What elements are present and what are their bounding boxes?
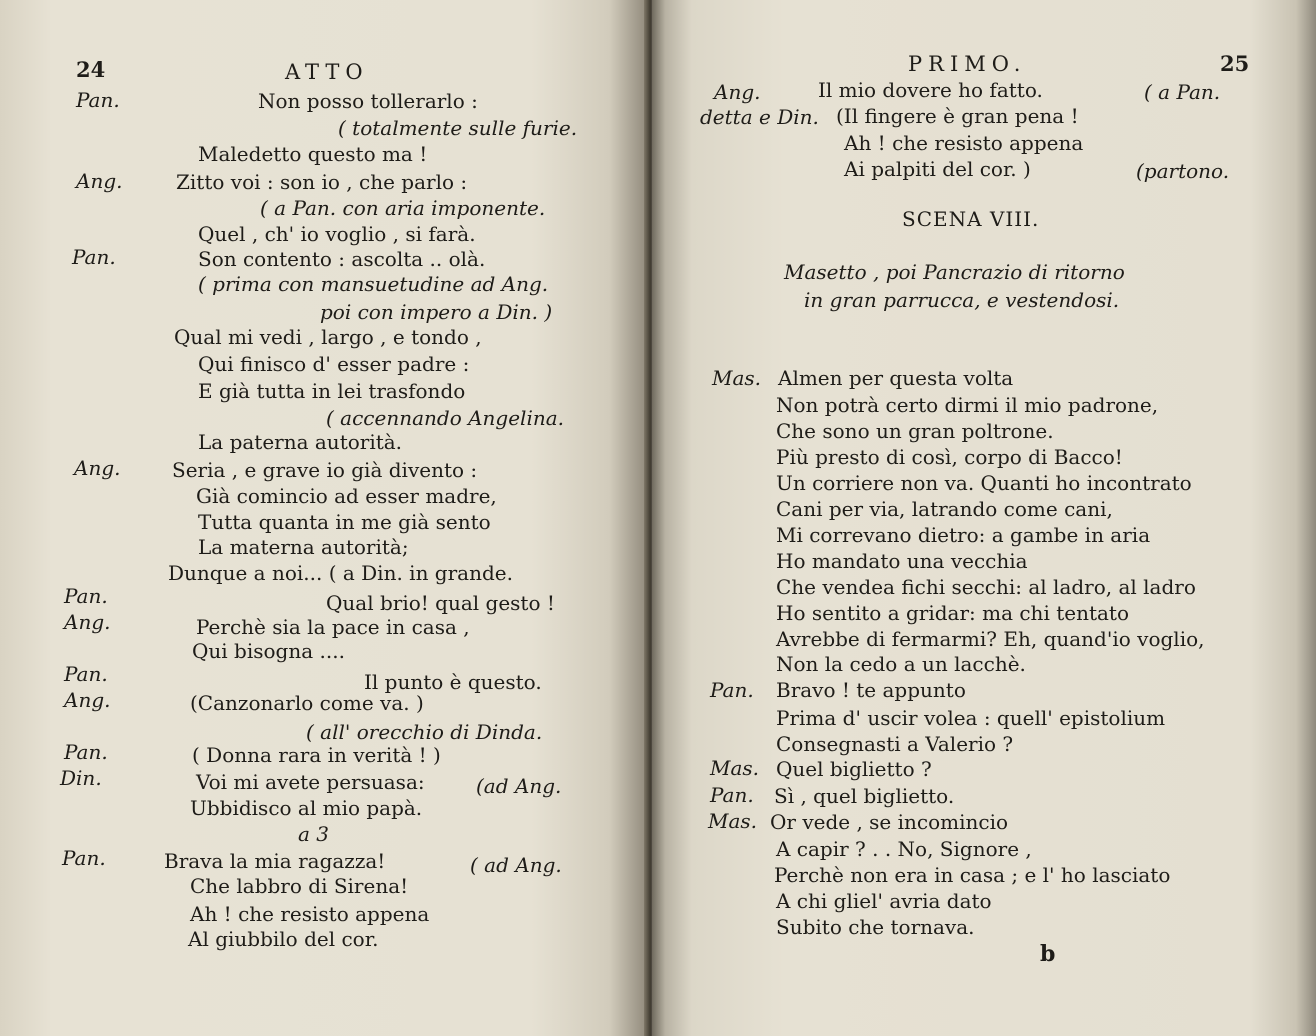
verse-line: Già comincio ad esser madre, [196,484,497,508]
verse-line: Ubbidisco al mio papà. [190,796,423,820]
verse-line: Al giubbilo del cor. [188,927,379,951]
verse-line: Ho sentito a gridar: ma chi tentato [776,601,1129,625]
verse-line: A chi gliel' avria dato [776,889,992,913]
signature-mark: b [1040,941,1056,967]
speaker-label: Pan. [64,662,108,686]
page-number: 24 [76,57,106,82]
speaker-label: Din. [60,766,102,790]
verse-line: ( Donna rara in verità ! ) [192,743,441,767]
ensemble-marker: a 3 [298,822,330,846]
verse-line: Ho mandato una vecchia [776,549,1028,573]
right-page [652,0,1316,1036]
verse-line: Il mio dovere ho fatto. [818,78,1043,102]
verse-line: Avrebbe di fermarmi? Eh, quand'io voglio, [776,627,1205,651]
speaker-label: Pan. [64,740,108,764]
speaker-label: Pan. [64,584,108,608]
running-head: ATTO [285,60,369,84]
verse-line: Ai palpiti del cor. ) [844,157,1031,181]
speaker-label: Ang. [64,688,111,712]
stage-direction: ( ad Ang. [470,853,562,877]
verse-line: Perchè sia la pace in casa , [196,615,470,639]
speaker-label: Pan. [710,678,754,702]
stage-direction: poi con impero a Din. ) [320,300,553,324]
speaker-label: Pan. [710,783,754,807]
stage-direction: ( a Pan. [1144,80,1221,104]
verse-line: Son contento : ascolta .. olà. [198,247,486,271]
speaker-label: Ang. [76,169,123,193]
speaker-label: Ang. [64,610,111,634]
verse-line: Qui finisco d' esser padre : [198,352,470,376]
verse-line: Or vede , se incomincio [770,810,1009,834]
verse-line: Non posso tollerarlo : [258,89,478,113]
verse-line: Dunque a noi... ( a Din. in grande. [168,561,513,585]
stage-direction: (partono. [1136,159,1230,183]
scene-heading: SCENA VIII. [902,207,1040,231]
verse-line: Che vendea fichi secchi: al ladro, al ladro [776,575,1196,599]
verse-line: Brava la mia ragazza! [164,849,386,873]
speaker-label: Pan. [62,846,106,870]
verse-line: Qui bisogna .... [192,639,345,663]
verse-line: Quel , ch' io voglio , si farà. [198,222,476,246]
stage-direction: ( accennando Angelina. [326,406,565,430]
verse-line: A capir ? . . No, Signore , [776,837,1032,861]
running-head: PRIMO. [908,52,1027,76]
verse-line: E già tutta in lei trasfondo [198,379,466,403]
verse-line: La materna autorità; [198,535,409,559]
verse-line: Maledetto questo ma ! [198,142,428,166]
speaker-label: detta e Din. [700,105,819,129]
verse-line: Qual mi vedi , largo , e tondo , [174,325,482,349]
scene-description: Masetto , poi Pancrazio di ritorno [784,260,1125,284]
speaker-label: Ang. [74,456,121,480]
verse-line: La paterna autorità. [198,430,403,454]
speaker-label: Ang. [714,80,761,104]
verse-line: Non potrà certo dirmi il mio padrone, [776,393,1159,417]
stage-direction: ( prima con mansuetudine ad Ang. [198,272,549,296]
verse-line: Zitto voi : son io , che parlo : [176,170,468,194]
verse-line: Bravo ! te appunto [776,678,966,702]
verse-line: Non la cedo a un lacchè. [776,652,1026,676]
left-page [0,0,648,1036]
verse-line: Il punto è questo. [364,670,542,694]
verse-line: Ah ! che resisto appena [190,902,430,926]
speaker-label: Mas. [708,809,758,833]
verse-line: Mi correvano dietro: a gambe in aria [776,523,1151,547]
verse-line: Consegnasti a Valerio ? [776,732,1014,756]
stage-direction: ( totalmente sulle furie. [338,116,578,140]
verse-line: Quel biglietto ? [776,757,932,781]
verse-line: Che sono un gran poltrone. [776,419,1054,443]
verse-line: Perchè non era in casa ; e l' ho lasciato [774,863,1171,887]
verse-line: (Il fingere è gran pena ! [836,104,1079,128]
scene-description: in gran parrucca, e vestendosi. [804,288,1120,312]
verse-line: Più presto di così, corpo di Bacco! [776,445,1123,469]
speaker-label: Mas. [710,756,760,780]
page-number: 25 [1220,51,1250,76]
verse-line: Voi mi avete persuasa: [196,770,425,794]
verse-line: Qual brio! qual gesto ! [326,591,555,615]
verse-line: Seria , e grave io già divento : [172,458,478,482]
speaker-label: Pan. [72,245,116,269]
verse-line: (Canzonarlo come va. ) [190,691,424,715]
stage-direction: ( a Pan. con aria imponente. [260,196,546,220]
verse-line: Tutta quanta in me già sento [198,510,491,534]
verse-line: Che labbro di Sirena! [190,874,409,898]
stage-direction: ( all' orecchio di Dinda. [306,720,543,744]
speaker-label: Pan. [76,88,120,112]
stage-direction: (ad Ang. [476,774,562,798]
verse-line: Subito che tornava. [776,915,975,939]
verse-line: Un corriere non va. Quanti ho incontrato [776,471,1192,495]
verse-line: Ah ! che resisto appena [844,131,1084,155]
verse-line: Sì , quel biglietto. [774,784,955,808]
verse-line: Cani per via, latrando come cani, [776,497,1113,521]
speaker-label: Mas. [712,366,762,390]
verse-line: Almen per questa volta [778,366,1014,390]
verse-line: Prima d' uscir volea : quell' epistolium [776,706,1166,730]
